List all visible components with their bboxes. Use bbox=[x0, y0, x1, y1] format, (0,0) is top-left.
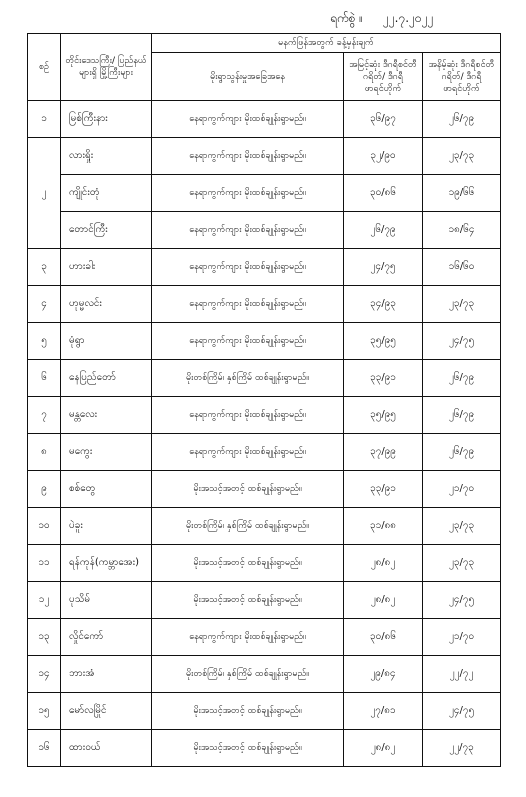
row-number: ၆ bbox=[28, 360, 61, 397]
row-number: ၈ bbox=[28, 434, 61, 471]
table-row bbox=[28, 249, 501, 286]
forecast-table bbox=[27, 33, 501, 767]
rain-condition: မိုးတစ်ကြိမ်၊ နှစ်ကြိမ် ထစ်ချုန်းရွာမည်။ bbox=[152, 508, 344, 545]
col-header-region: တိုင်းဒေသကြီး/ ပြည်နယ်များရှိ မြို့ကြီးများ bbox=[61, 34, 152, 101]
max-temp: ၂၄/၇၅ bbox=[344, 249, 423, 286]
min-temp: ၂၂/၇၃ bbox=[423, 730, 501, 767]
table-row bbox=[28, 323, 501, 360]
city-name: မော်လမြိုင် bbox=[61, 693, 152, 730]
rain-condition: မိုးအသင့်အတင့် ထစ်ချုန်းရွာမည်။ bbox=[152, 693, 344, 730]
max-temp: ၂၈/၈၂ bbox=[344, 582, 423, 619]
row-number: ၄ bbox=[28, 286, 61, 323]
table-row bbox=[28, 175, 501, 212]
city-name: နေပြည်တော် bbox=[61, 360, 152, 397]
col-header-max-temp: အမြင့်ဆုံး ဒီဂရီစင်တီဂရိတ်/ ဒီဂရီဖာရင်ဟိုက် bbox=[344, 53, 423, 101]
table-row bbox=[28, 693, 501, 730]
max-temp: ၂၉/၈၄ bbox=[344, 656, 423, 693]
col-header-condition: မိုးရွာသွန်းမှုအခြေအနေ bbox=[152, 53, 344, 101]
col-header-min-temp: အနိမ့်ဆုံး ဒီဂရီစင်တီဂရိတ်/ ဒီဂရီဖာရင်ဟိုက် bbox=[423, 53, 501, 101]
max-temp: ၂၇/၈၁ bbox=[344, 693, 423, 730]
city-name: လှိုင်ကော် bbox=[61, 619, 152, 656]
city-name: ဟားခါး bbox=[61, 249, 152, 286]
table-row bbox=[28, 212, 501, 249]
min-temp: ၂၂/၇၂ bbox=[423, 656, 501, 693]
max-temp: ၃၄/၉၃ bbox=[344, 286, 423, 323]
rain-condition: နေရာကွက်ကျား မိုးထစ်ချုန်းရွာမည်။ bbox=[152, 212, 344, 249]
city-name: မုံရွာ bbox=[61, 323, 152, 360]
max-temp: ၃၅/၉၅ bbox=[344, 397, 423, 434]
rain-condition: မိုးတစ်ကြိမ်၊ နှစ်ကြိမ် ထစ်ချုန်းရွာမည်။ bbox=[152, 656, 344, 693]
max-temp: ၃၂/၉၀ bbox=[344, 138, 423, 175]
date-line bbox=[330, 10, 510, 28]
row-number: ၁၀ bbox=[28, 508, 61, 545]
rain-condition: မိုးအသင့်အတင့် ထစ်ချုန်းရွာမည်။ bbox=[152, 471, 344, 508]
min-temp: ၂၃/၇၃ bbox=[423, 138, 501, 175]
table-row bbox=[28, 730, 501, 767]
rain-condition: နေရာကွက်ကျား မိုးထစ်ချုန်းရွာမည်။ bbox=[152, 434, 344, 471]
city-name: ထားဝယ် bbox=[61, 730, 152, 767]
city-name: ဘားအံ bbox=[61, 656, 152, 693]
min-temp: ၂၁/၇၀ bbox=[423, 471, 501, 508]
rain-condition: နေရာကွက်ကျား မိုးထစ်ချုန်းရွာမည်။ bbox=[152, 138, 344, 175]
row-number: ၁ bbox=[28, 101, 61, 138]
city-name: ပုသိမ် bbox=[61, 582, 152, 619]
min-temp: ၂၃/၇၃ bbox=[423, 545, 501, 582]
max-temp: ၃၆/၉၇ bbox=[344, 101, 423, 138]
table-row bbox=[28, 582, 501, 619]
min-temp: ၂၃/၇၃ bbox=[423, 508, 501, 545]
rain-condition: နေရာကွက်ကျား မိုးထစ်ချုန်းရွာမည်။ bbox=[152, 619, 344, 656]
min-temp: ၁၆/၆၀ bbox=[423, 249, 501, 286]
table-row bbox=[28, 434, 501, 471]
row-number: ၉ bbox=[28, 471, 61, 508]
max-temp: ၃၀/၈၆ bbox=[344, 175, 423, 212]
col-header-no: စဉ် bbox=[28, 34, 61, 101]
row-number: ၁၁ bbox=[28, 545, 61, 582]
max-temp: ၃၇/၉၉ bbox=[344, 434, 423, 471]
max-temp: ၃၀/၈၆ bbox=[344, 619, 423, 656]
table-row bbox=[28, 471, 501, 508]
max-temp: ၃၃/၉၁ bbox=[344, 360, 423, 397]
table-row bbox=[28, 619, 501, 656]
rain-condition: မိုးအသင့်အတင့် ထစ်ချုန်းရွာမည်။ bbox=[152, 545, 344, 582]
rain-condition: မိုးအသင့်အတင့် ထစ်ချုန်းရွာမည်။ bbox=[152, 730, 344, 767]
table-body bbox=[28, 101, 501, 767]
date-value: ၂၂.၇.၂၀၂၂ bbox=[382, 11, 434, 25]
city-name: တောင်ကြီး bbox=[61, 212, 152, 249]
rain-condition: နေရာကွက်ကျား မိုးထစ်ချုန်းရွာမည်။ bbox=[152, 249, 344, 286]
city-name: ရန်ကုန်(ကမ္ဘာအေး) bbox=[61, 545, 152, 582]
city-name: မန္တလေး bbox=[61, 397, 152, 434]
row-number: ၁၃ bbox=[28, 619, 61, 656]
min-temp: ၂၄/၇၅ bbox=[423, 582, 501, 619]
max-temp: ၂၈/၈၂ bbox=[344, 545, 423, 582]
min-temp: ၂၆/၇၉ bbox=[423, 360, 501, 397]
max-temp: ၃၅/၉၅ bbox=[344, 323, 423, 360]
table-row bbox=[28, 286, 501, 323]
rain-condition: နေရာကွက်ကျား မိုးထစ်ချုန်းရွာမည်။ bbox=[152, 323, 344, 360]
table-row bbox=[28, 360, 501, 397]
city-name: စစ်တွေ bbox=[61, 471, 152, 508]
row-number: ၁၂ bbox=[28, 582, 61, 619]
min-temp: ၂၆/၇၉ bbox=[423, 101, 501, 138]
min-temp: ၁၉/၆၆ bbox=[423, 175, 501, 212]
table-row bbox=[28, 101, 501, 138]
table-row bbox=[28, 138, 501, 175]
city-name: ဟုမ္မလင်း bbox=[61, 286, 152, 323]
table-row bbox=[28, 545, 501, 582]
row-number: ၇ bbox=[28, 397, 61, 434]
min-temp: ၂၃/၇၃ bbox=[423, 286, 501, 323]
rain-condition: မိုးတစ်ကြိမ်၊ နှစ်ကြိမ် ထစ်ချုန်းရွာမည်။ bbox=[152, 360, 344, 397]
col-header-forecast: မနက်ဖြန်အတွက် ခန့်မှန်းချက် bbox=[152, 34, 501, 53]
min-temp: ၂၄/၇၅ bbox=[423, 693, 501, 730]
city-name: လားရှိုး bbox=[61, 138, 152, 175]
min-temp: ၂၄/၇၅ bbox=[423, 323, 501, 360]
max-temp: ၂၆/၇၉ bbox=[344, 212, 423, 249]
max-temp: ၃၁/၈၈ bbox=[344, 508, 423, 545]
row-number: ၁၄ bbox=[28, 656, 61, 693]
min-temp: ၁၈/၆၄ bbox=[423, 212, 501, 249]
table-row bbox=[28, 508, 501, 545]
city-name: ပဲခူး bbox=[61, 508, 152, 545]
row-number: ၃ bbox=[28, 249, 61, 286]
rain-condition: နေရာကွက်ကျား မိုးထစ်ချုန်းရွာမည်။ bbox=[152, 286, 344, 323]
rain-condition: မိုးအသင့်အတင့် ထစ်ချုန်းရွာမည်။ bbox=[152, 582, 344, 619]
min-temp: ၂၁/၇၀ bbox=[423, 619, 501, 656]
rain-condition: နေရာကွက်ကျား မိုးထစ်ချုန်းရွာမည်။ bbox=[152, 397, 344, 434]
city-name: မြစ်ကြီးနား bbox=[61, 101, 152, 138]
table-row bbox=[28, 656, 501, 693]
rain-condition: နေရာကွက်ကျား မိုးထစ်ချုန်းရွာမည်။ bbox=[152, 101, 344, 138]
rain-condition: နေရာကွက်ကျား မိုးထစ်ချုန်းရွာမည်။ bbox=[152, 175, 344, 212]
city-name: မကွေး bbox=[61, 434, 152, 471]
row-number: ၂ bbox=[28, 138, 61, 249]
row-number: ၁၆ bbox=[28, 730, 61, 767]
max-temp: ၂၈/၈၂ bbox=[344, 730, 423, 767]
row-number: ၅ bbox=[28, 323, 61, 360]
max-temp: ၃၃/၉၁ bbox=[344, 471, 423, 508]
table-row bbox=[28, 397, 501, 434]
city-name: ကျိုင်းတုံ bbox=[61, 175, 152, 212]
date-label: ရက်စွဲ ။ bbox=[330, 11, 363, 25]
min-temp: ၂၆/၇၉ bbox=[423, 434, 501, 471]
min-temp: ၂၆/၇၉ bbox=[423, 397, 501, 434]
row-number: ၁၅ bbox=[28, 693, 61, 730]
